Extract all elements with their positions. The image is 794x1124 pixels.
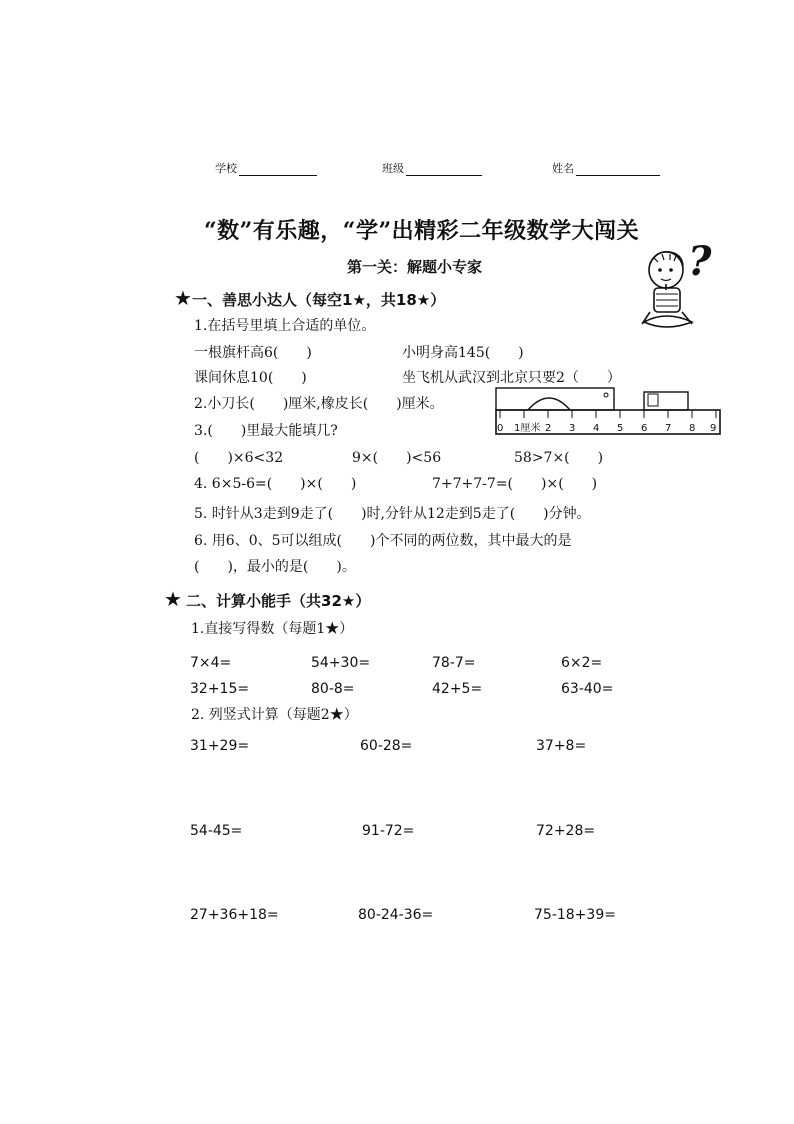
- q4b-text[interactable]: 7+7+7-7=( )×( ): [432, 476, 598, 492]
- class-blank[interactable]: [406, 163, 482, 176]
- vertical-item-7[interactable]: 27+36+18=: [190, 907, 279, 923]
- q3a-text[interactable]: ( )×6<32: [194, 450, 284, 466]
- q1a-text[interactable]: 一根旗杆高6( ): [194, 345, 312, 361]
- direct-item-4[interactable]: 6×2=: [561, 655, 603, 671]
- ruler-label-8: 8: [689, 423, 696, 434]
- section1-heading: 一、善思小达人（每空1★，共18★）: [192, 291, 446, 309]
- page-title: “数”有乐趣，“学”出精彩二年级数学大闯关: [204, 218, 640, 244]
- q3b-text[interactable]: 9×( )<56: [352, 450, 442, 466]
- q2-text[interactable]: 2.小刀长( )厘米,橡皮长( )厘米。: [194, 396, 444, 412]
- q6b-text[interactable]: ( )，最小的是( )。: [194, 559, 356, 575]
- vertical-item-8[interactable]: 80-24-36=: [358, 907, 434, 923]
- ruler-label-5: 5: [617, 423, 624, 434]
- q3-text: 3.( )里最大能填几?: [194, 423, 338, 439]
- direct-item-5[interactable]: 32+15=: [190, 681, 250, 697]
- name-field: [552, 160, 660, 176]
- direct-item-3[interactable]: 78-7=: [432, 655, 476, 671]
- q1b-text[interactable]: 小明身高145( ): [402, 345, 524, 361]
- ruler-label-3: 3: [569, 423, 576, 434]
- q1d-text[interactable]: 坐飞机从武汉到北京只要2（ ）: [402, 370, 621, 386]
- q1c-text[interactable]: 课间休息10( ): [194, 370, 307, 386]
- name-blank[interactable]: [576, 163, 660, 176]
- q5-text[interactable]: 5. 时针从3走到9走了( )时,分针从12走到5走了( )分钟。: [194, 506, 591, 522]
- sub2-text: 2. 列竖式计算（每题2★）: [191, 707, 358, 723]
- question-mark: ?: [688, 238, 712, 285]
- direct-item-8[interactable]: 63-40=: [561, 681, 614, 697]
- ruler-label-4: 4: [593, 423, 600, 434]
- q4a-text[interactable]: 4. 6×5-6=( )×( ): [194, 476, 357, 492]
- section1-star-icon: ★: [174, 286, 192, 310]
- ruler-label-0: 0: [497, 423, 504, 434]
- ruler-label-6: 6: [641, 423, 648, 434]
- school-field: [215, 160, 317, 176]
- sub1-text: 1.直接写得数（每题1★）: [191, 621, 354, 637]
- direct-item-7[interactable]: 42+5=: [432, 681, 483, 697]
- vertical-item-6[interactable]: 72+28=: [536, 823, 596, 839]
- ruler-label-9: 9: [710, 423, 717, 434]
- class-field: [382, 160, 482, 176]
- page-subtitle: 第一关：解题小专家: [347, 258, 483, 276]
- ruler-label-7: 7: [665, 423, 672, 434]
- section2-star-icon: ★: [164, 587, 182, 611]
- ruler-label-1: 1厘米: [514, 423, 541, 434]
- school-label: 学校: [215, 162, 237, 175]
- ruler-illustration: [494, 386, 724, 440]
- direct-item-6[interactable]: 80-8=: [311, 681, 355, 697]
- class-label: 班级: [382, 162, 404, 175]
- vertical-item-4[interactable]: 54-45=: [190, 823, 243, 839]
- ruler-label-2: 2: [545, 423, 552, 434]
- vertical-item-5[interactable]: 91-72=: [362, 823, 415, 839]
- q1-text: 1.在括号里填上合适的单位。: [194, 318, 376, 334]
- vertical-item-9[interactable]: 75-18+39=: [534, 907, 616, 923]
- vertical-item-1[interactable]: 31+29=: [190, 738, 250, 754]
- direct-item-2[interactable]: 54+30=: [311, 655, 371, 671]
- direct-item-1[interactable]: 7×4=: [190, 655, 232, 671]
- name-label: 姓名: [552, 162, 574, 175]
- ruler-ticks: [500, 410, 716, 418]
- vertical-item-2[interactable]: 60-28=: [360, 738, 413, 754]
- q6a-text[interactable]: 6. 用6、0、5可以组成( )个不同的两位数，其中最大的是: [194, 533, 572, 549]
- section2-heading: 二、计算小能手（共32★）: [186, 592, 371, 610]
- school-blank[interactable]: [239, 163, 317, 176]
- vertical-item-3[interactable]: 37+8=: [536, 738, 587, 754]
- q3c-text[interactable]: 58>7×( ): [514, 450, 604, 466]
